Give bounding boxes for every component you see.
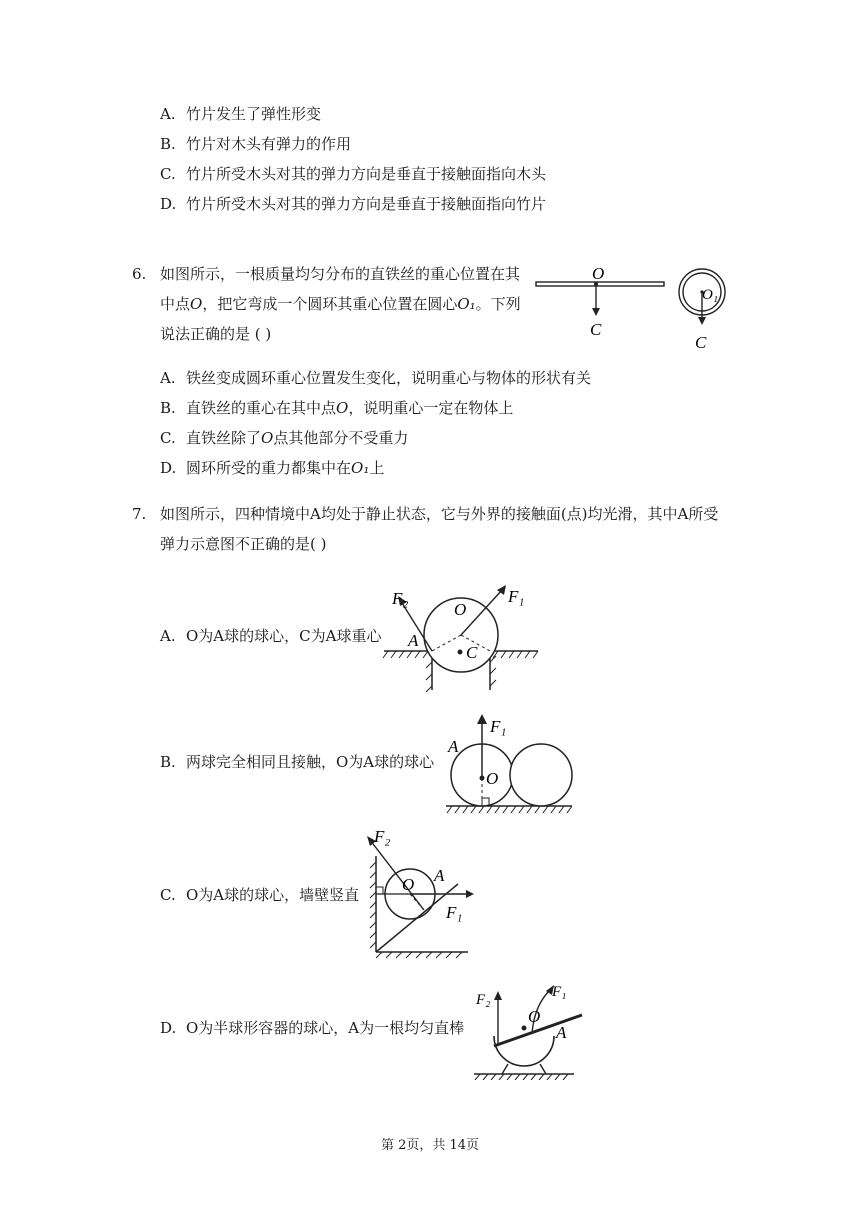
option-text: 直铁丝的重心在其中点	[186, 399, 337, 417]
option-letter: B.	[160, 135, 176, 153]
option-text: 铁丝变成圆环重心位置发生变化，说明重心与物体的形状有关	[186, 369, 592, 387]
ring-center-label: O₁	[702, 287, 719, 303]
option-text: O为A球的球心，墙壁竖直	[186, 886, 360, 904]
option-text: 点其他部分不受重力	[273, 429, 409, 447]
option-letter: D.	[160, 195, 177, 213]
option-text: O为A球的球心，C为A球重心	[186, 627, 382, 645]
var-o: O	[336, 399, 349, 417]
option-letter: D.	[160, 459, 177, 477]
option-text: O为半球形容器的球心，A为一根均匀直棒	[186, 1019, 465, 1037]
option-letter: C.	[160, 886, 176, 904]
stem-text: 。下列	[475, 295, 521, 313]
option-letter: C.	[160, 429, 176, 447]
q7-option-b	[160, 752, 434, 772]
option-letter: A.	[160, 627, 176, 645]
option-letter: A.	[160, 369, 176, 387]
o-label: O	[486, 769, 499, 788]
q5-option-b	[160, 134, 351, 154]
q5-option-a	[160, 104, 321, 124]
q7-figure-a	[380, 578, 540, 694]
q5-option-d	[160, 194, 546, 214]
stem-text: ，把它弯成一个圆环其重心位置在圆心	[202, 295, 458, 313]
q6-option-b	[160, 398, 513, 418]
q7-stem-line2: 弹力示意图不正确的是( )	[160, 535, 327, 553]
a-label: A	[556, 1023, 567, 1042]
var-o1: O₁	[351, 459, 370, 477]
o-label: O	[454, 600, 467, 619]
f1-label: F₁	[508, 587, 525, 606]
option-text: 圆环所受的重力都集中在	[186, 459, 352, 477]
f1-label: F₁	[552, 984, 567, 1000]
q7-option-a	[160, 626, 381, 646]
c-label: C	[466, 643, 478, 662]
f2-label: F₂	[374, 827, 391, 846]
q6-stem-line3: 说法正确的是 ( )	[160, 325, 272, 343]
f2-label: F₂	[476, 992, 491, 1008]
q7-option-c	[160, 885, 359, 905]
option-letter: C.	[160, 165, 176, 183]
q7-figure-c	[362, 826, 478, 960]
option-text: 竹片所受木头对其的弹力方向是垂直于接触面指向竹片	[186, 195, 547, 213]
page-footer: 第 2页，共 14页	[380, 1138, 480, 1153]
q6-stem-line1: 如图所示，一根质量均匀分布的直铁丝的重心位置在其	[160, 265, 521, 283]
q6-number: 6.	[132, 265, 147, 283]
q6-option-a	[160, 368, 591, 388]
f1-label: F₁	[490, 717, 507, 736]
a-label: A	[408, 631, 419, 650]
var-o1: O₁	[457, 295, 476, 313]
o-label: O	[402, 875, 415, 894]
option-letter: B.	[160, 753, 176, 771]
option-text: 上	[369, 459, 385, 477]
option-text: 竹片发生了弹性形变	[186, 105, 322, 123]
var-o: O	[190, 295, 203, 313]
f1-label: F₁	[446, 903, 463, 922]
rod-center-label: O	[592, 264, 605, 283]
q7-option-d	[160, 1018, 464, 1038]
option-letter: B.	[160, 399, 176, 417]
q7-stem-line1: 如图所示，四种情境中A均处于静止状态，它与外界的接触面(点)均光滑，其中A所受	[160, 505, 719, 523]
q6-figure	[532, 262, 732, 354]
q5-option-c	[160, 164, 546, 184]
ring-arrow-label: C	[695, 333, 707, 352]
stem-text: 中点	[160, 295, 191, 313]
q6-stem-line2	[160, 294, 521, 314]
q7-figure-d	[470, 976, 588, 1080]
q6-option-c	[160, 428, 408, 448]
option-letter: A.	[160, 105, 176, 123]
q7-number: 7.	[132, 505, 147, 523]
rod-arrow-label: C	[590, 320, 602, 339]
option-text: 两球完全相同且接触，O为A球的球心	[186, 753, 435, 771]
q6-option-d	[160, 458, 384, 478]
option-text: ，说明重心一定在物体上	[348, 399, 514, 417]
option-letter: D.	[160, 1019, 177, 1037]
option-text: 竹片所受木头对其的弹力方向是垂直于接触面指向木头	[186, 165, 547, 183]
option-text: 直铁丝除了	[186, 429, 262, 447]
var-o: O	[261, 429, 274, 447]
f2-label: F₂	[392, 589, 409, 608]
a-label: A	[448, 737, 459, 756]
q7-figure-b	[440, 708, 575, 816]
a-label: A	[434, 866, 445, 885]
option-text: 竹片对木头有弹力的作用	[186, 135, 352, 153]
o-label: O	[528, 1007, 541, 1026]
